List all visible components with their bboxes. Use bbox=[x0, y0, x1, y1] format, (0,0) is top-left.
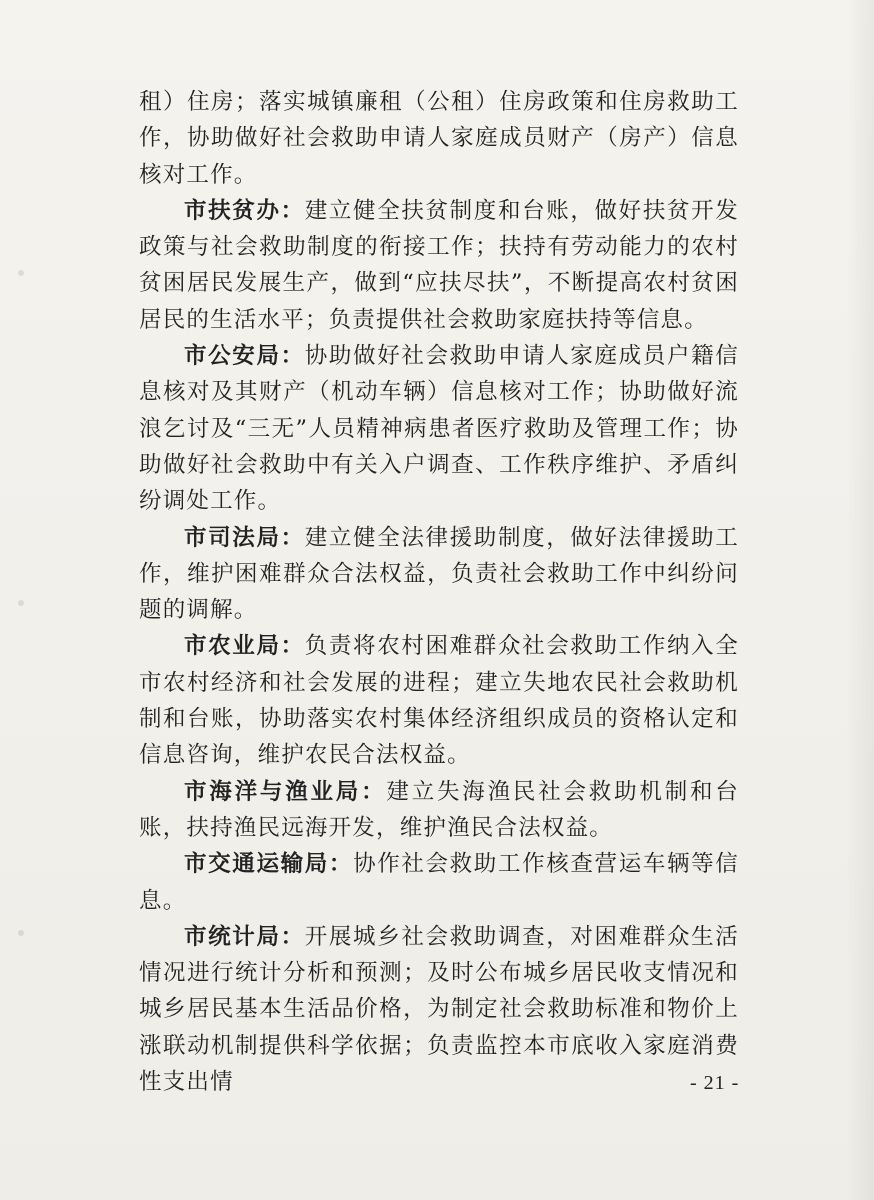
paragraph bbox=[139, 520, 739, 629]
paragraph-text: 协助做好社会救助申请人家庭成员户籍信息核对及其财产（机动车辆）信息核对工作；协助做好流浪乞讨及“三无”人员精神病患者医疗救助及管理工作；协助做好社会救助中有关入户调查、工作秩序维护、矛盾纠纷调处工作。 bbox=[139, 343, 739, 515]
paragraph bbox=[139, 84, 739, 193]
paragraph-text: 租）住房；落实城镇廉租（公租）住房政策和住房救助工作，协助做好社会救助申请人家庭成员财产（房产）信息核对工作。 bbox=[139, 89, 739, 188]
paragraph-text: 负责将农村困难群众社会救助工作纳入全市农村经济和社会发展的进程；建立失地农民社会救助机制和台账，协助落实农村集体经济组织成员的资格认定和信息咨询，维护农民合法权益。 bbox=[139, 633, 739, 769]
paragraph-text: 建立健全扶贫制度和台账，做好扶贫开发政策与社会救助制度的衔接工作；扶持有劳动能力的农村贫困居民发展生产，做到“应扶尽扶”，不断提高农村贫困居民的生活水平；负责提供社会救助家庭扶持等信息。 bbox=[139, 197, 739, 333]
binding-hole-mark bbox=[18, 270, 24, 276]
department-label: 市司法局： bbox=[184, 524, 305, 551]
department-label: 市农业局： bbox=[184, 633, 305, 660]
paragraph bbox=[139, 846, 739, 919]
paragraph bbox=[139, 193, 739, 338]
paragraph bbox=[139, 774, 739, 847]
document-body bbox=[139, 84, 739, 1100]
department-label: 市统计局： bbox=[184, 923, 305, 950]
department-label: 市公安局： bbox=[184, 343, 305, 370]
page-number: - 21 - bbox=[690, 1072, 740, 1094]
paragraph-text: 建立健全法律援助制度，做好法律援助工作，维护困难群众合法权益，负责社会救助工作中纠纷问题的调解。 bbox=[139, 524, 739, 624]
paragraph bbox=[139, 628, 739, 773]
paragraph-text: 建立失海渔民社会救助机制和台账，扶持渔民远海开发，维护渔民合法权益。 bbox=[139, 778, 739, 841]
department-label: 市交通运输局： bbox=[184, 851, 354, 878]
binding-hole-mark bbox=[18, 930, 24, 936]
binding-hole-mark bbox=[18, 600, 24, 606]
paragraph bbox=[139, 919, 739, 1100]
paragraph-text: 协作社会救助工作核查营运车辆等信息。 bbox=[139, 851, 740, 914]
page-edge-shadow bbox=[846, 0, 874, 1200]
paragraph bbox=[139, 338, 739, 519]
department-label: 市扶贫办： bbox=[184, 197, 305, 224]
paragraph-text: 开展城乡社会救助调查，对困难群众生活情况进行统计分析和预测；及时公布城乡居民收支情况和城乡居民基本生活品价格，为制定社会救助标准和物价上涨联动机制提供科学依据；负责监控本市底收入家庭消费性支出情 bbox=[139, 923, 739, 1096]
department-label: 市海洋与渔业局： bbox=[184, 778, 387, 805]
